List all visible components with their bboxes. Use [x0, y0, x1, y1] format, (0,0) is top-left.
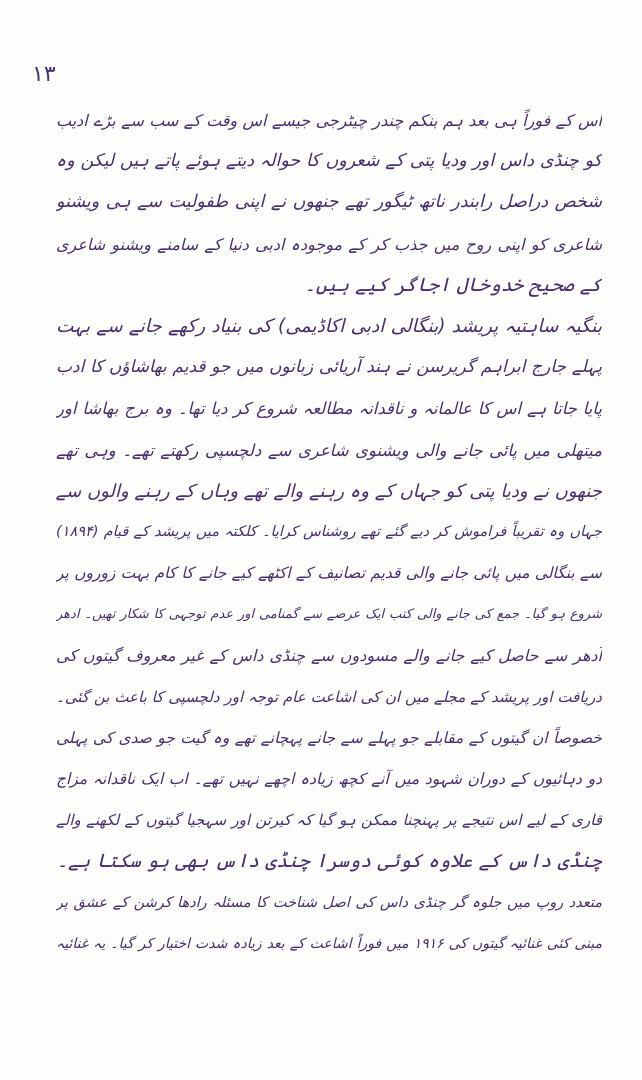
text-line: بنگیہ ساہتیہ پریشد (بنگالی ادبی اکاڈیمی) کی بنیاد رکھے جانے سے بہت: [56, 315, 602, 337]
text-line: کو چنڈی داس اور ودیا پتی کے شعروں کا حوالہ دیتے ہوئے پاتے ہیں لیکن وہ: [56, 151, 602, 172]
text-line: دو دہائیوں کے دوران شہود میں آنے کچھ زیادہ اچھے نہیں تھے۔ اب ایک ناقدانہ مزاج: [56, 770, 602, 788]
text-line: چنڈی داس کے علاوہ کوئی دوسرا چنڈی داس بھی ہو سکتا ہے۔: [56, 850, 602, 873]
text-line: شروع ہو گیا۔ جمع کی جانے والی کتب ایک عرصے سے گمنامی اور عدم توجہی کا شکار تھیں۔ ادھر: [56, 607, 602, 623]
text-line: اُدھر سے حاصل کیے جانے والے مسودوں سے چنڈی داس کے غیر معروف گیتوں کی: [56, 646, 602, 666]
text-line: اس کے فوراً ہی بعد ہم بنکم چندر چیٹرجی جیسے اس وقت کے سب سے بڑے ادیب: [56, 111, 602, 130]
text-line: شاعری کو اپنی روح میں جذب کر کے موجودہ ادبی دنیا کے سامنے ویشنو شاعری: [56, 234, 602, 254]
text-line: پایا جاتا ہے اس کا عالمانہ و ناقدانہ مطالعہ شروع کر دیا تھا۔ وہ برج بھاشا اور: [56, 399, 602, 419]
text-line: جنھوں نے ودیا پتی کو جہاں کے وہ رہنے والے تھے وہاں کے رہنے والوں سے: [56, 480, 602, 502]
text-line: مبنی کئی غنائیہ گیتوں کی ۱۹۱۶ میں فوراً اشاعت کے بعد زیادہ شدت اختیار کر گیا۔ یہ غنائیہ: [56, 935, 602, 952]
text-line: میتھلی میں پائی جانے والی ویشنوی شاعری سے دلچسپی رکھتے تھے۔ وہی تھے: [56, 440, 602, 460]
text-line: پہلے جارج ابراہم گریرسن نے ہند آریائی زبانوں میں جو قدیم بھاشاؤں کا ادب: [56, 357, 602, 378]
text-line: متعدد روپ میں جلوہ گر چنڈی داس کی اصل شناخت کا مسئلہ رادھا کرشن کے عشق پر: [56, 894, 602, 911]
text-line: خصوصاً ان گیتوں کے مقابلے جو پہلے سے جانے پہچانے تھے وہ گیت جو صدی کی پہلی: [56, 728, 602, 747]
text-line: شخص دراصل رابندر ناتھ ٹیگور تھے جنھوں نے اپنی طفولیت سے ہی ویشنو: [56, 192, 602, 213]
body-text: [56, 100, 602, 965]
text-line: قاری کے لیے اس نتیجے پر پہنچنا ممکن ہو گیا کہ کیرتن اور سہجیا گیتوں کے لکھنے والے: [56, 811, 602, 830]
page-number: ۱۳: [32, 62, 56, 87]
text-line: جہاں وہ تقریباً فراموش کر دیے گئے تھے روشناس کرایا۔ کلکتہ میں پریشد کے قیام (۱۸۹۴): [56, 523, 602, 540]
text-line: سے بنگالی میں پائی جانے والی قدیم تصانیف کے اکٹھے کیے جانے کا کام بہت زوروں پر: [56, 564, 602, 583]
text-line: کے صحیح خدوخال اجاگر کیے ہیں۔: [304, 273, 602, 296]
text-line: دریافت اور پریشد کے مجلے میں ان کی اشاعت عام توجہ اور دلچسپی کا باعث بن گئی۔: [56, 687, 602, 706]
